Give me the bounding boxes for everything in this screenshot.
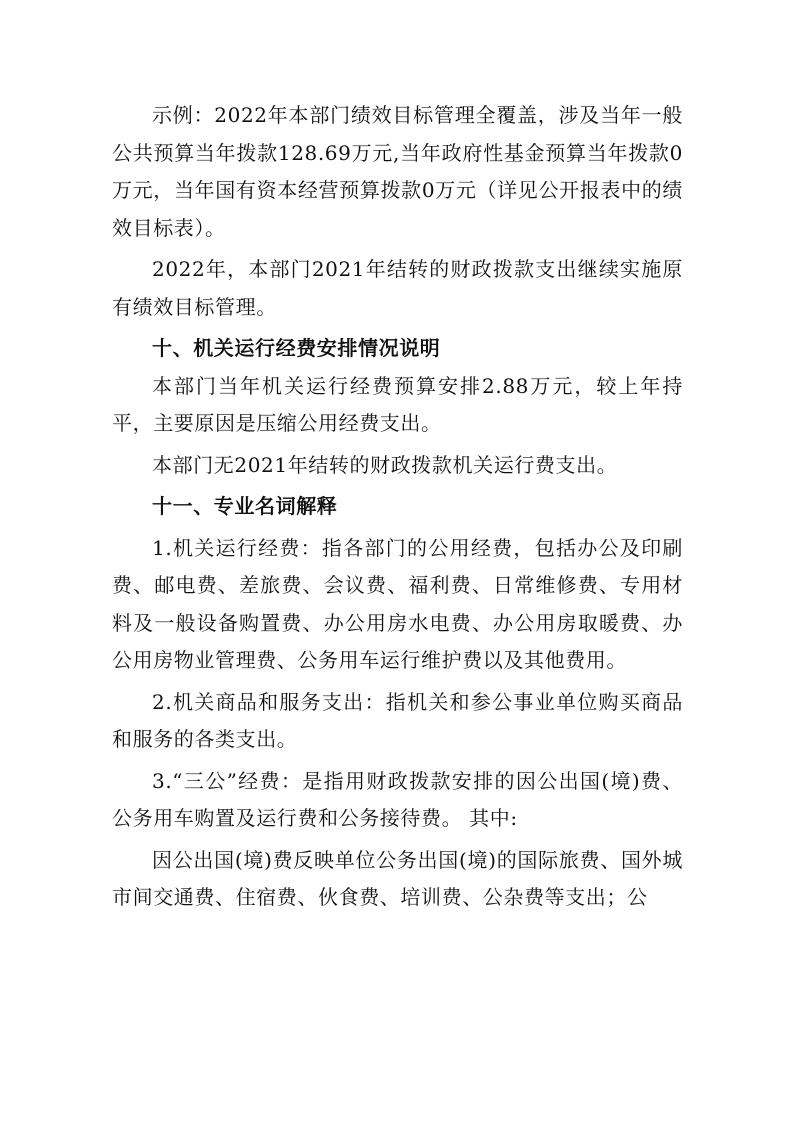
operating-carryover-paragraph: 本部门无2021年结转的财政拨款机关运行费支出。 <box>152 452 618 477</box>
operating-budget-paragraph: 本部门当年机关运行经费预算安排2.88万元，较上年持平，主要原因是压缩公用经费支出。 <box>112 373 683 435</box>
glossary-item-goods-services: 2.机关商品和服务支出：指机关和参公事业单位购买商品和服务的各类支出。 <box>112 689 683 751</box>
section-heading-glossary: 十一、专业名词解释 <box>152 494 338 518</box>
glossary-item-three-public-expenses: 3.“三公”经费：是指用财政拨款安排的因公出国(境)费、公务用车购置及运行费和公务接待费。 其中: <box>112 768 683 830</box>
carryover-performance-paragraph: 2022年，本部门2021年结转的财政拨款支出继续实施原有绩效目标管理。 <box>112 257 683 319</box>
section-heading-operating-expenses: 十、机关运行经费安排情况说明 <box>152 336 441 360</box>
overseas-travel-paragraph: 因公出国(境)费反映单位公务出国(境)的国际旅费、国外城市间交通费、住宿费、伙食费、培训费、公杂费等支出；公 <box>112 847 683 909</box>
performance-example-paragraph: 示例：2022年本部门绩效目标管理全覆盖，涉及当年一般公共预算当年拨款128.69万元,当年政府性基金预算当年拨款0万元，当年国有资本经营预算拨款0万元（详见公开报表中的绩效目标表）。 <box>112 103 683 240</box>
glossary-item-operating-expenses: 1.机关运行经费：指各部门的公用经费，包括办公及印刷费、邮电费、差旅费、会议费、福利费、日常维修费、专用材料及一般设备购置费、办公用房水电费、办公用房取暖费、办公用房物业管理费、公务用车运行维护费以及其他费用。 <box>112 535 683 672</box>
